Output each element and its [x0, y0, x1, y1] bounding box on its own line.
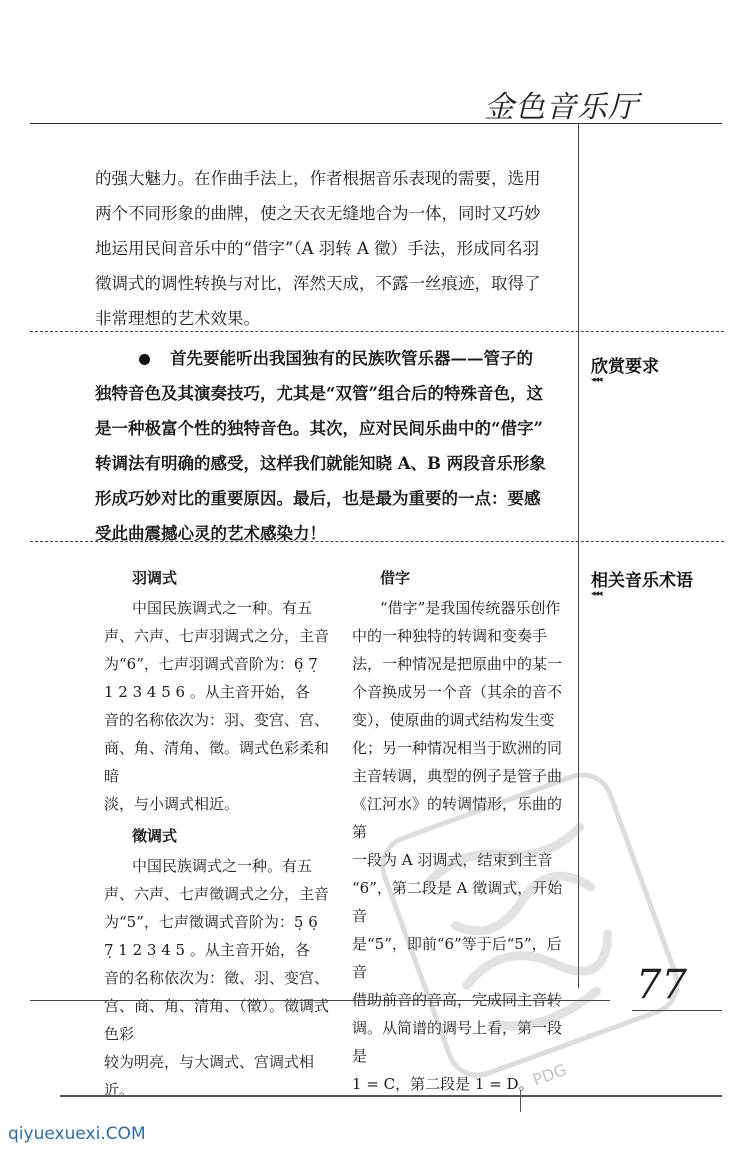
- requirements-line: 转调法有明确的感受，这样我们就能知晓 A、B 两段音乐形象: [95, 454, 546, 473]
- terms-left-column: [104, 566, 336, 1104]
- term-body: [104, 594, 336, 818]
- logo: 金色音乐厅: [484, 90, 639, 125]
- term-line: 中国民族调式之一种。有五: [132, 857, 313, 875]
- term-line: 一段为 A 羽调式，结束到主音: [352, 851, 553, 869]
- term-line: 《江河水》的转调情形，乐曲的第: [352, 795, 563, 841]
- term-line: 宫、商、角、清角、（徵）。徵调式色彩: [104, 997, 330, 1043]
- term-line: 声、六声、七声羽调式之分，主音: [104, 627, 330, 645]
- term-line: “6”，第二段是 A 徵调式，开始音: [352, 879, 563, 925]
- section-divider: [30, 331, 724, 332]
- requirements-label: 欣赏要求: [591, 357, 659, 377]
- term-line: 中国民族调式之一种。有五: [132, 599, 313, 617]
- intro-line: 的强大魅力。在作曲手法上，作者根据音乐表现的需要，选用: [95, 169, 541, 188]
- term-title: 徵调式: [132, 827, 178, 845]
- term-line: 化；另一种情况相当于欧洲的同: [352, 739, 563, 757]
- term-line: 较为明亮，与大调式、宫调式相近。: [104, 1053, 315, 1099]
- intro-line: 两个不同形象的曲牌，使之天衣无缝地合为一体，同时又巧妙: [95, 204, 541, 223]
- term-line: 调。从简谱的调号上看，第一段是: [352, 1019, 563, 1065]
- term-title: 羽调式: [132, 569, 178, 587]
- term-line: 是“5”，即前“6”等于后“5”，后音: [352, 935, 562, 981]
- term-line: 1 = C，第二段是 1 = D。: [352, 1075, 534, 1093]
- bottom-rule: [30, 1000, 610, 1001]
- term-line: 法，一种情况是把原曲中的某一: [352, 655, 563, 673]
- requirements-paragraph: [95, 341, 577, 551]
- page-number: 77: [636, 962, 687, 1008]
- requirements-line: 独特音色及其演奏技巧，尤其是“双管”组合后的特殊音色，这: [95, 384, 543, 403]
- term-line: 主音转调，典型的例子是管子曲: [352, 767, 563, 785]
- term-body: [352, 594, 574, 1098]
- term-line: 商、角、清角、徵。调式色彩柔和暗: [104, 739, 330, 785]
- term-line: 音的名称依次为：徵、羽、变宫、: [104, 969, 330, 987]
- term-line: 为“6”，七声羽调式音阶为：6̣ 7̣: [104, 655, 318, 673]
- intro-paragraph: [95, 161, 575, 336]
- requirements-line: 受此曲震撼心灵的艺术感染力！: [95, 524, 326, 543]
- term-body: [104, 852, 336, 1104]
- term-line: 1 2 3 4 5 6 。从主音开始，各: [104, 683, 310, 701]
- intro-line: 徵调式的调性转换与对比，浑然天成，不露一丝痕迹，取得了: [95, 274, 541, 293]
- term-line: 个音换成另一个音（其余的音不: [352, 683, 563, 701]
- term-line: 借助前音的音高，完成同主音转: [352, 991, 563, 1009]
- terms-right-column: [352, 566, 574, 1098]
- requirements-line: 首先要能听出我国独有的民族吹管乐器——管子的: [170, 349, 533, 368]
- term-line: 淡，与小调式相近。: [104, 795, 240, 813]
- term-line: 音的名称依次为：羽、变宫、宫、: [104, 711, 330, 729]
- term-line: 声、六声、七声徵调式之分，主音: [104, 885, 330, 903]
- intro-line: 地运用民间音乐中的“借字”（A 羽转 A 徵）手法，形成同名羽: [95, 239, 540, 258]
- terms-label: 相关音乐术语: [591, 571, 693, 591]
- intro-line: 非常理想的艺术效果。: [95, 309, 260, 328]
- term-line: “借字”是我国传统器乐创作: [380, 599, 561, 617]
- watermark-text: PDG: [530, 1060, 570, 1090]
- term-title: 借字: [380, 569, 411, 587]
- section-divider: [30, 541, 724, 542]
- footer-site-link[interactable]: qiyuexuexi.COM: [8, 1124, 146, 1144]
- arrows-icon: ◂◂◂: [591, 589, 602, 599]
- side-column-rule: [578, 123, 579, 988]
- requirements-line: 是一种极富个性的独特音色。其次，应对民间乐曲中的“借字”: [95, 419, 543, 438]
- term-line: 中的一种独特的转调和变奏手: [352, 627, 548, 645]
- term-line: 为“5”，七声徵调式音阶为：5̣ 6̣: [104, 913, 318, 931]
- bullet-icon: [139, 354, 150, 365]
- page-number-rule: [632, 1010, 722, 1011]
- crop-mark: [520, 1090, 521, 1112]
- term-line: 7̣ 1 2 3 4 5 。从主音开始，各: [104, 941, 310, 959]
- footer-rule: [60, 1095, 722, 1097]
- term-line: 变），使原曲的调式结构发生变: [352, 711, 555, 729]
- requirements-line: 形成巧妙对比的重要原因。最后，也是最为重要的一点：要感: [95, 489, 541, 508]
- arrows-icon: ◂◂◂: [591, 375, 602, 385]
